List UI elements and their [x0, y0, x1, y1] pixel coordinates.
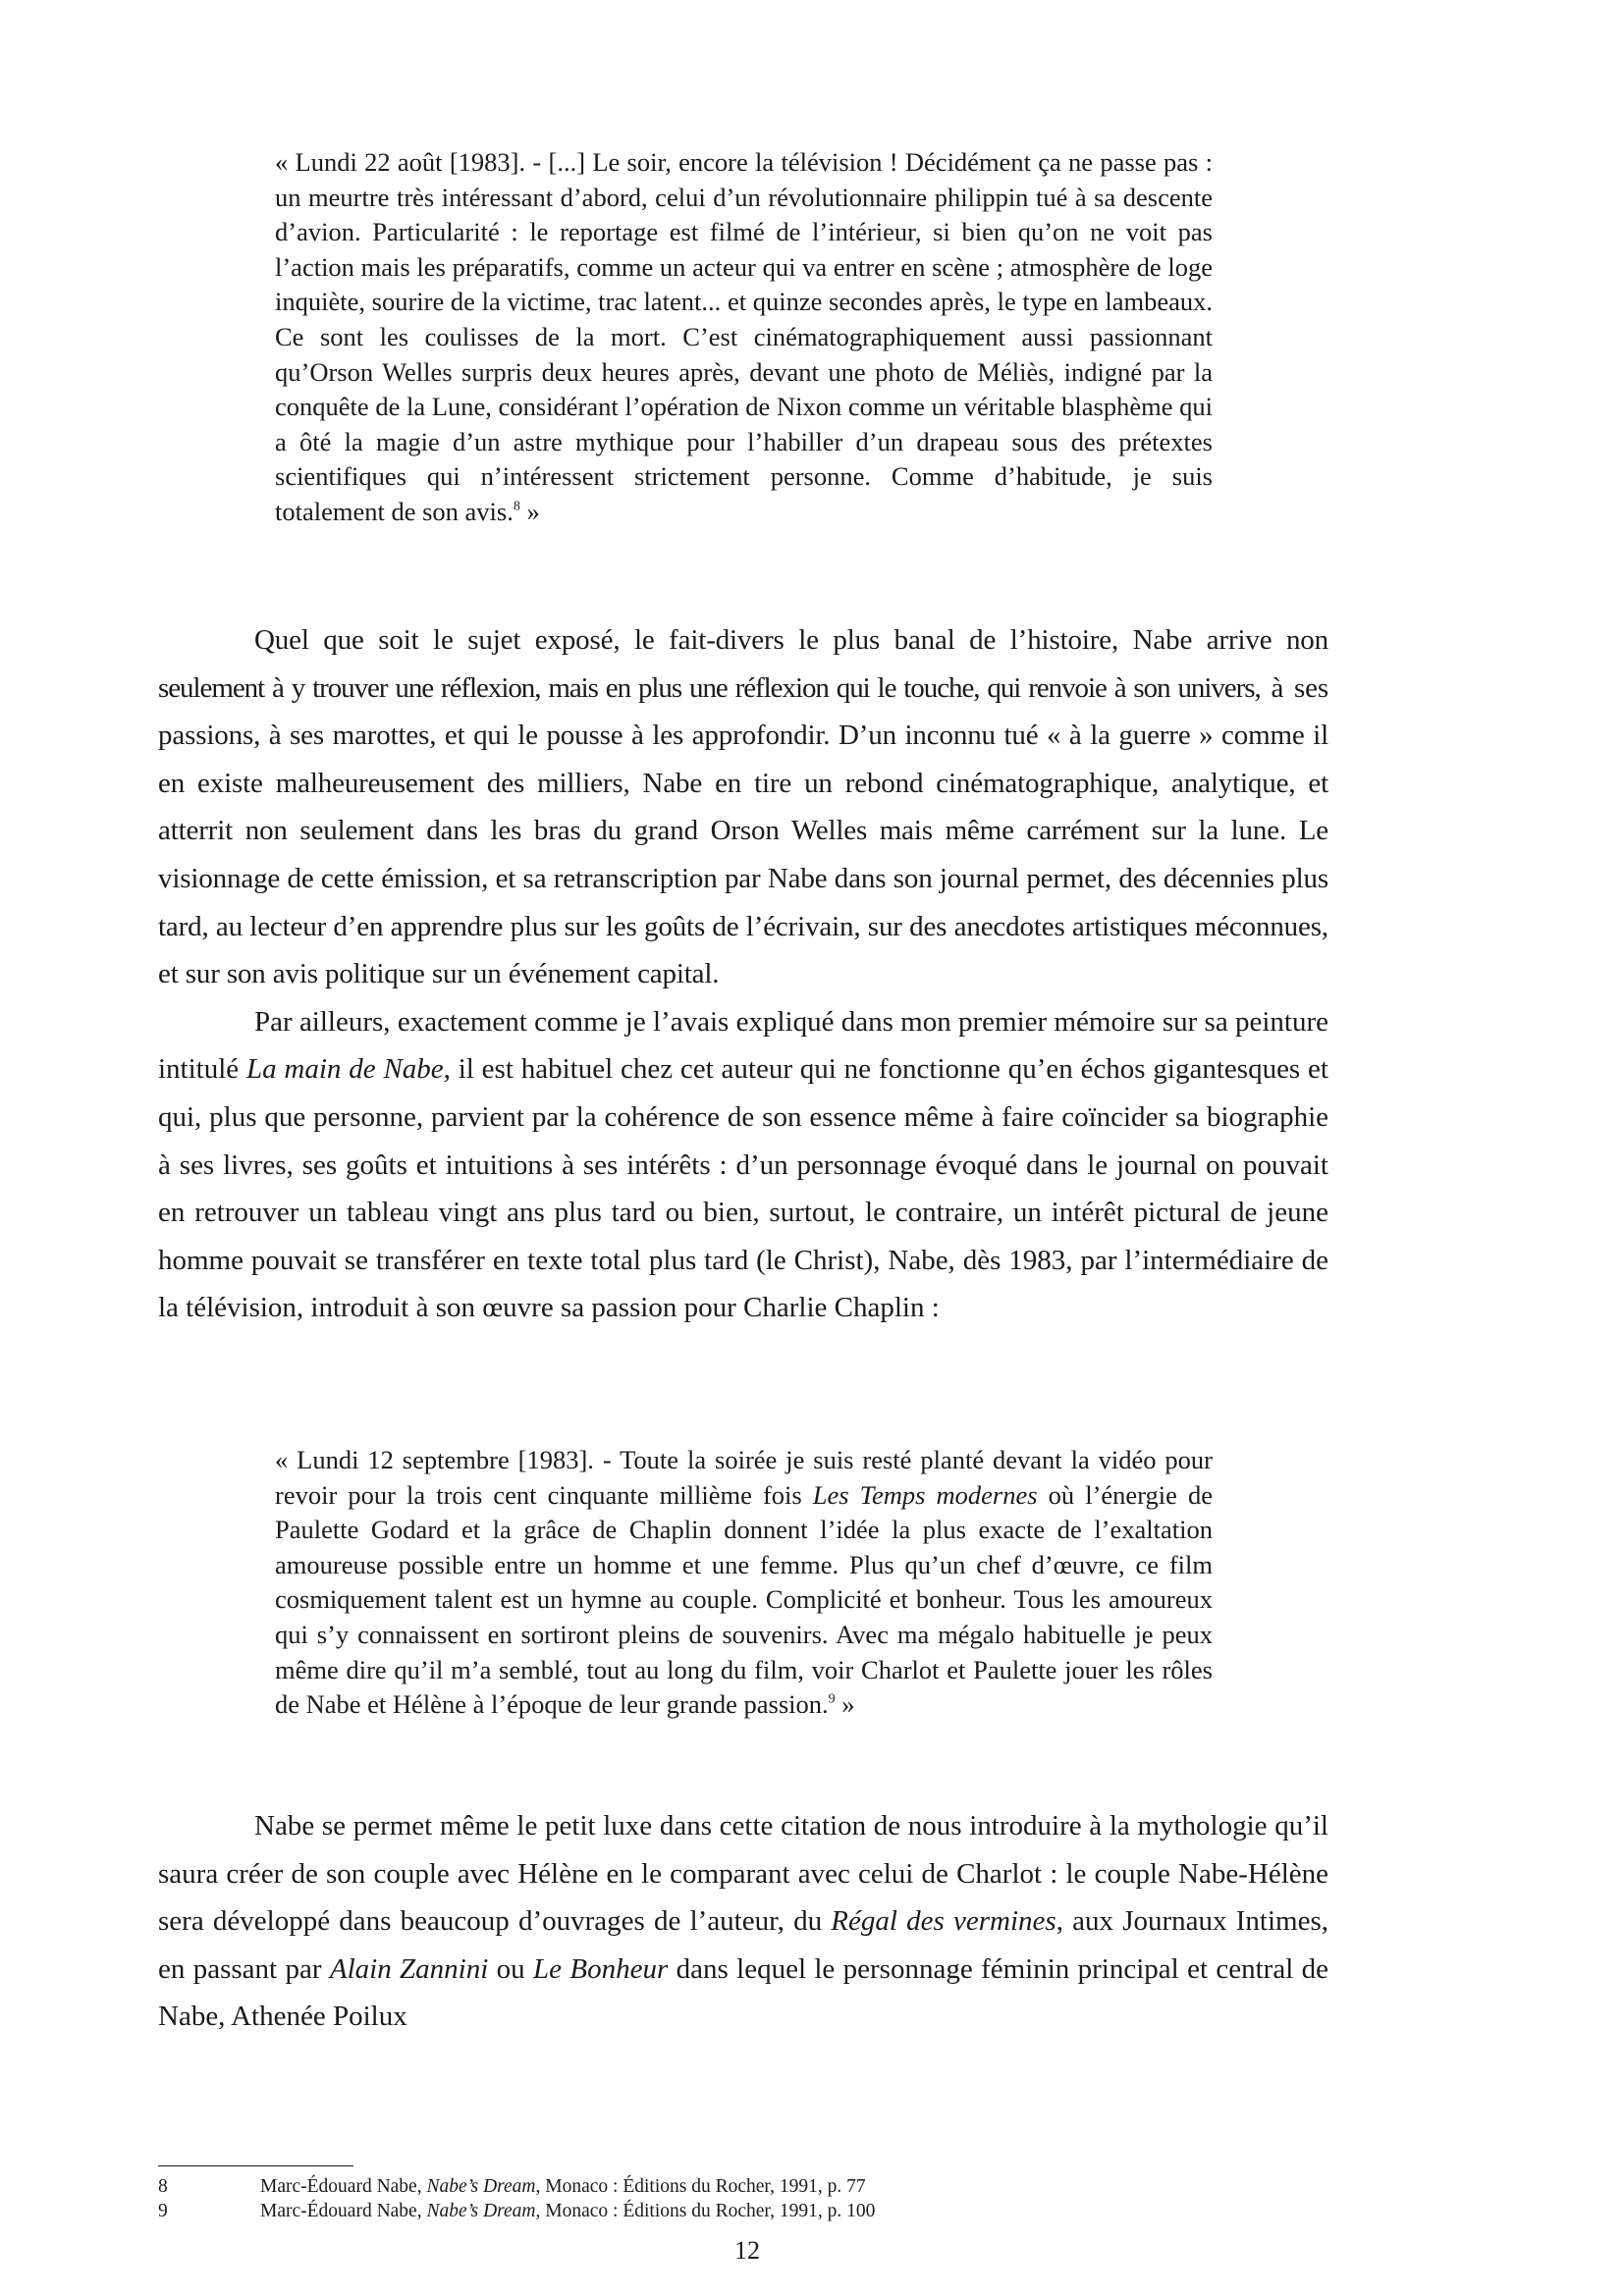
- work-title-italic: Le Bonheur: [533, 1952, 669, 1985]
- body-paragraph-1: [158, 616, 1328, 998]
- body-text-block: [158, 1802, 1328, 2041]
- paragraph-text: Par ailleurs, exactement comme je l’avais expliqué dans mon premier mémoire sur sa peinture intitulé: [158, 1005, 1328, 1086]
- footnote-publication: , Monaco : Éditions du Rocher, 1991, p. 77: [535, 2176, 866, 2197]
- body-paragraph-3: [158, 1802, 1328, 2041]
- paragraph-text: , il est habituel chez cet auteur qui ne fonctionne qu’en échos gigantesques et qui, plus que personne, parvient par la cohérence de son essence même à faire coïncider sa biographie à ses livres, ses goûts et intuitions à ses intérêts : d’un personnage évoqué dans le journal on pouvait en retrouver un tableau vingt ans plus tard ou bien, surtout, le contraire, un intérêt pictural de jeune homme pouvait se transférer en texte total plus tard (le Christ), Nabe, dès 1983, par l’intermédiaire de la télévision, introduit à son œuvre sa passion pour Charlie Chaplin :: [158, 1053, 1328, 1324]
- quote-paragraph: [275, 145, 1213, 530]
- paragraph-text-condensed-line: seulement à y trouver une réflexion, mais en plus une réflexion qui le touche, qui renvoie à son univers,: [158, 671, 1261, 704]
- footnote-book-title: Nabe’s Dream: [426, 2176, 536, 2197]
- quote-text: « Lundi 12 septembre [1983]. - Toute la soirée je suis resté planté devant la vidéo pour revoir pour la trois cent cinquante millième fois: [275, 1445, 1213, 1510]
- footnote-text: [260, 2199, 875, 2223]
- paragraph-text: Quel que soit le sujet exposé, le fait-divers le plus banal de l’histoire, Nabe arrive non: [254, 624, 1328, 656]
- paragraph-text: ou: [488, 1952, 534, 1985]
- footnote-number: 8: [158, 2176, 168, 2197]
- footnote-text: [260, 2174, 866, 2199]
- footnote-number: 9: [158, 2201, 168, 2221]
- work-title-italic: Alain Zannini: [329, 1952, 489, 1985]
- footnote-author: Marc-Édouard Nabe,: [260, 2201, 427, 2221]
- footnote-reference-9[interactable]: 9: [828, 1691, 836, 1707]
- footnote-author: Marc-Édouard Nabe,: [260, 2176, 427, 2197]
- paragraph-text: dans lequel le personnage féminin principal et central de Nabe, Athenée Poilux: [158, 1952, 1328, 2033]
- page-number: 12: [734, 2236, 760, 2265]
- film-title-italic: Les Temps modernes: [812, 1479, 1038, 1510]
- quote-text: « Lundi 22 août [1983]. - [...] Le soir, encore la télévision ! Décidément ça ne passe pas : un meurtre très intéressant d’abord, celui d’un révolutionnaire philippin tué à sa descente d’avion. Particularité : le reportage est filmé de l’intérieur, si bien qu’on ne voit pas l’action mais les préparatifs, comme un acteur qui va entrer en scène ; atmosphère de loge inquiète, sourire de la victime, trac latent... et quinze secondes après, le type en lambeaux. Ce sont les coulisses de la mort. C’est cinématographiquement aussi passionnant qu’Orson Welles surpris deux heures après, devant une photo de Méliès, indigné par la conquête de la Lune, considérant l’opération de Nixon comme un véritable blasphème qui a ôté la magie d’un astre mythique pour l’habiller d’un drapeau sous des prétextes scientifiques qui n’intéressent strictement personne. Comme d’habitude, je suis totalement de son avis.: [275, 147, 1213, 526]
- paragraph-text: à ses passions, à ses marottes, et qui le pousse à les approfondir. D’un inconnu tué « à la guerre » comme il en existe malheureusement des milliers, Nabe en tire un rebond cinématographique, analytique, et atterrit non seulement dans les bras du grand Orson Welles mais même carrément sur la lune. Le visionnage de cette émission, et sa retranscription par Nabe dans son journal permet, des décennies plus tard, au lecteur d’en apprendre plus sur les goûts de l’écrivain, sur des anecdotes artistiques méconnues, et sur son avis politique sur un événement capital.: [158, 671, 1329, 990]
- footnote-reference-8[interactable]: 8: [513, 499, 520, 514]
- footnote-8: [158, 2174, 1287, 2199]
- block-quote-lundi-12-septembre: [275, 1443, 1213, 1723]
- footnote-publication: , Monaco : Éditions du Rocher, 1991, p. 100: [535, 2201, 876, 2221]
- footnote-separator-rule: [158, 2165, 353, 2166]
- quote-paragraph: [275, 1443, 1213, 1723]
- work-title-italic: La main de Nabe: [245, 1053, 444, 1086]
- quote-text: où l’énergie de Paulette Godard et la grâce de Chaplin donnent l’idée la plus exacte de l’exaltation amoureuse possible entre un homme et une femme. Plus qu’un chef d’œuvre, ce film cosmiquement talent est un hymne au couple. Complicité et bonheur. Tous les amoureux qui s’y connaissent en sortiront pleins de souvenirs. Avec ma mégalo habituelle je peux même dire qu’il m’a semblé, tout au long du film, voir Charlot et Paulette jouer les rôles de Nabe et Hélène à l’époque de leur grande passion.: [275, 1479, 1213, 1720]
- quote-closing-mark: »: [835, 1689, 855, 1720]
- block-quote-lundi-22-aout: [275, 145, 1213, 530]
- body-paragraph-2: [158, 998, 1328, 1332]
- footnote-book-title: Nabe’s Dream: [426, 2201, 536, 2221]
- paragraph-text: , aux Journaux Intimes, en passant par: [158, 1905, 1328, 1985]
- paragraph-text: Nabe se permet même le petit luxe dans cette citation de nous introduire à la mythologie qu’il saura créer de son couple avec Hélène en le comparant avec celui de Charlot : le couple Nabe-Hélène sera développé dans beaucoup d’ouvrages de l’auteur, du: [158, 1810, 1328, 1938]
- quote-closing-mark: »: [519, 496, 540, 526]
- footnote-9: [158, 2199, 1287, 2223]
- work-title-italic: Régal des vermines: [831, 1905, 1056, 1938]
- body-text-block: [158, 616, 1328, 1332]
- footnotes: [158, 2174, 1287, 2223]
